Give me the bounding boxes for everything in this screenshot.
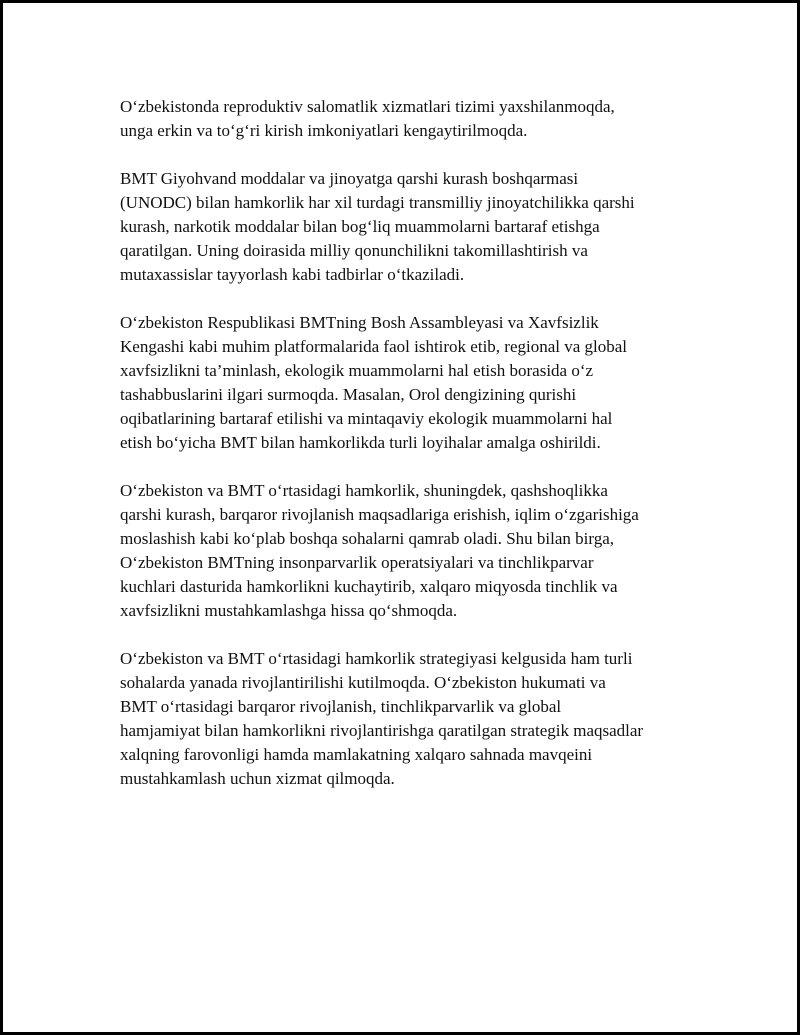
paragraph-future-strategy: O‘zbekiston va BMT o‘rtasidagi hamkorlik strategiyasi kelgusida ham turli sohalarda yanada rivojlantirilishi kutilmoqda. O‘zbekiston hukumati va BMT o‘rtasidagi barqaror rivojlanish, tinchlikparvarlik va global hamjamiyat bilan hamkorlikni rivojlantirishga qaratilgan strategik maqsadlar xalqning farovonligi hamda mamlakatning xalqaro sahnada mavqeini mustahkamlash uchun xizmat qilmoqda. — [120, 649, 644, 788]
paragraph-general-assembly: O‘zbekiston Respublikasi BMTning Bosh Assambleyasi va Xavfsizlik Kengashi kabi muhim platformalarida faol ishtirok etib, regional va global xavfsizlikni ta’minlash, ekologik muammolarni hal etish borasida o‘z tashabbuslarini ilgari surmoqda. Masalan, Orol dengizining qurishi oqibatlarining bartaraf etilishi va mintaqaviy ekologik muammolarni hal etish bo‘yicha BMT bilan hamkorlikda turli loyihalar amalga oshirildi. — [120, 313, 628, 452]
paragraph-other-areas: O‘zbekiston va BMT o‘rtasidagi hamkorlik, shuningdek, qashshoqlikka qarshi kurash, barqaror rivojlanish maqsadlariga erishish, iqlim o‘zgarishiga moslashish kabi ko‘plab boshqa sohalarni qamrab oladi. Shu bilan birga, O‘zbekiston BMTning insonparvarlik operatsiyalari va tinchlikparvar kuchlari dasturida hamkorlikni kuchaytirib, xalqaro miqyosda tinchlik va xavfsizlikni mustahkamlashga hissa qo‘shmoqda. — [120, 481, 639, 620]
document-body — [120, 95, 700, 815]
paragraph-reproductive-health: O‘zbekistonda reproduktiv salomatlik xizmatlari tizimi yaxshilanmoqda, unga erkin va to‘g‘ri kirish imkoniyatlari kengaytirilmoqda. — [120, 97, 615, 140]
paragraph-unodc-cooperation: BMT Giyohvand moddalar va jinoyatga qarshi kurash boshqarmasi (UNODC) bilan hamkorlik har xil turdagi transmilliy jinoyatchilikka qarshi kurash, narkotik moddalar bilan bog‘liq muammolarni bartaraf etishga qaratilgan. Uning doirasida milliy qonunchilikni takomillashtirish va mutaxassislar tayyorlash kabi tadbirlar o‘tkaziladi. — [120, 169, 635, 284]
